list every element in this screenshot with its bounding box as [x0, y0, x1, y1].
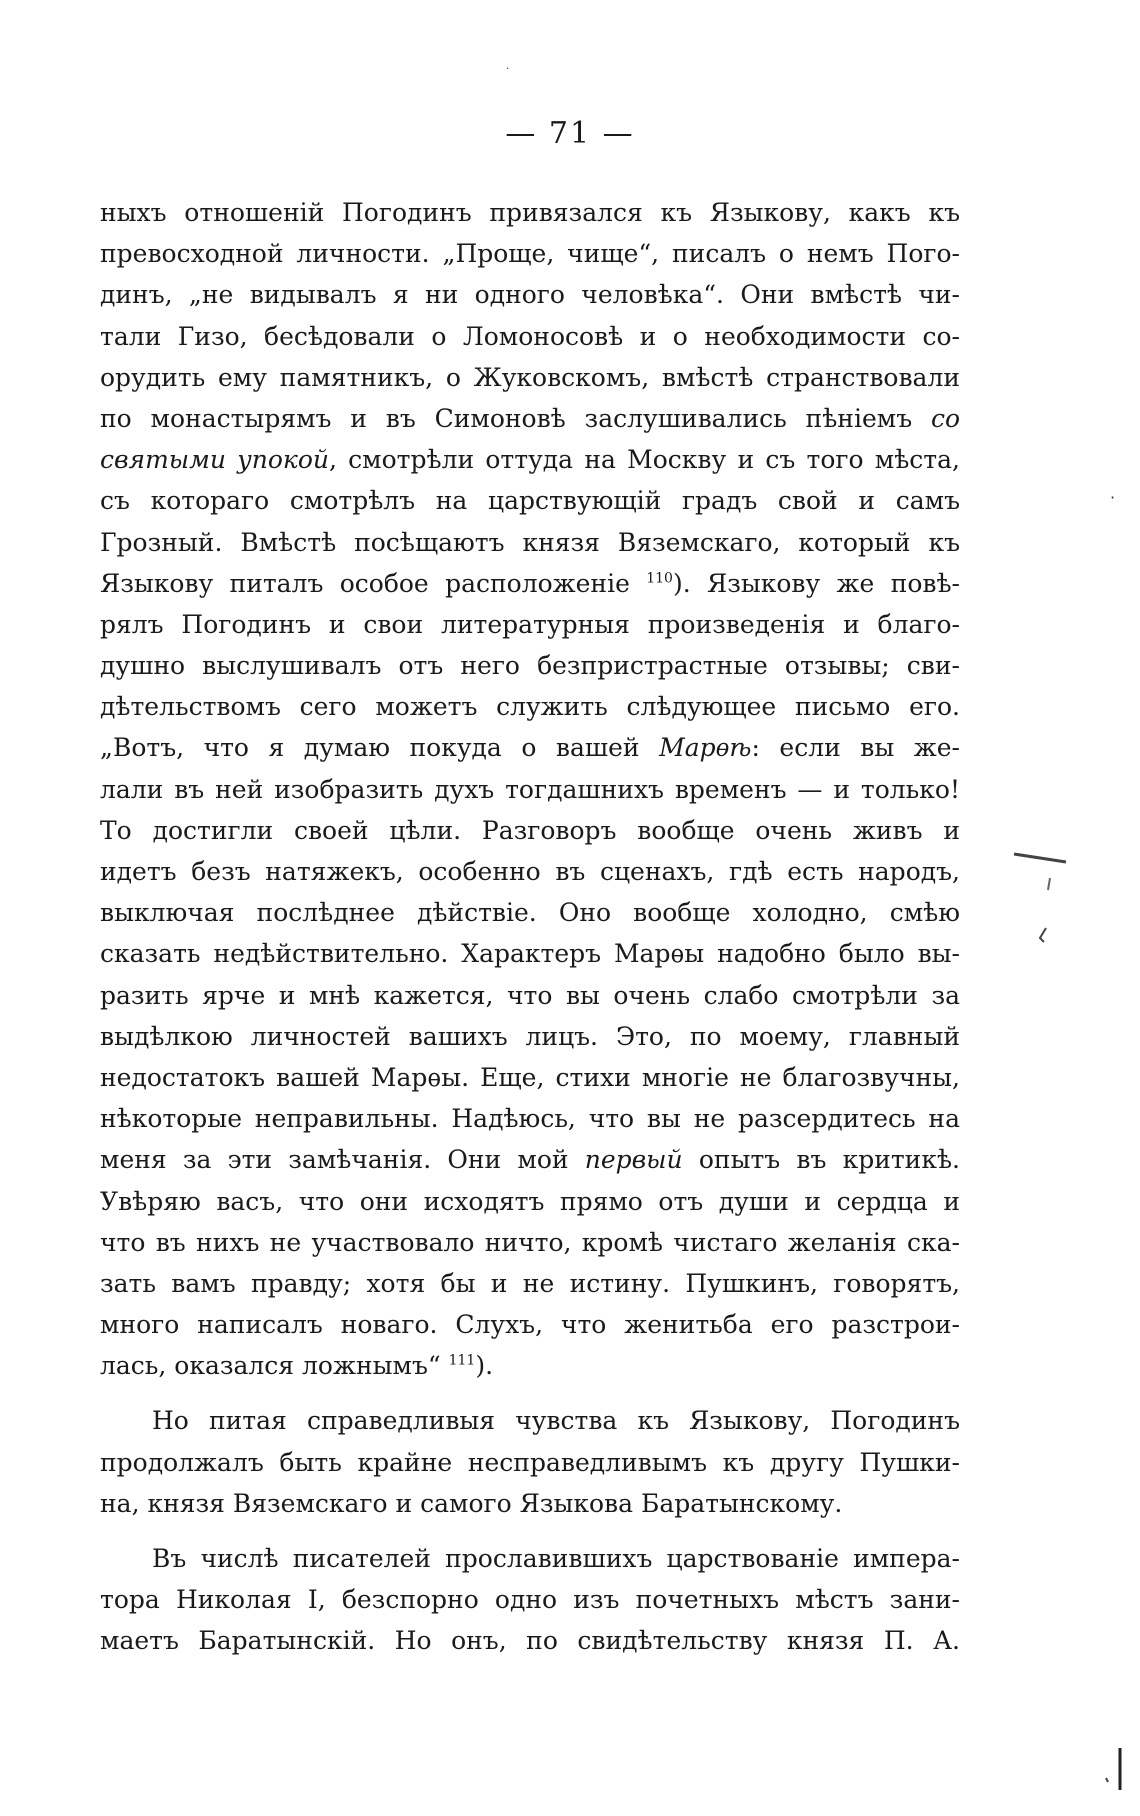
line-text: по монастырямъ и въ Симоновѣ заслушивались пѣніемъ	[100, 403, 931, 433]
text-line-italic-mixed	[100, 727, 960, 768]
text-line: нѣкоторые неправильны. Надѣюсь, что вы не разсердитесь на	[100, 1104, 960, 1134]
text-line: превосходной личности. „Проще, чище“, писалъ о немъ Пого-	[100, 239, 960, 269]
text-line: Но питая справедливыя чувства къ Языкову, Погодинъ	[152, 1406, 960, 1436]
text-line: тали Гизо, бесѣдовали о Ломоносовѣ и о необходимости со-	[100, 321, 960, 351]
text-line-footnote	[100, 563, 960, 604]
text-line: выключая послѣднее дѣйствіе. Оно вообще холодно, смѣю	[100, 898, 960, 928]
text-line: идетъ безъ натяжекъ, особенно въ сценахъ, гдѣ есть народъ,	[100, 857, 960, 886]
text-line: тора Николая I, безспорно одно изъ почетныхъ мѣстъ зани-	[100, 1585, 960, 1615]
line-text: , смотрѣли оттуда на Москву и съ того мѣста,	[328, 445, 960, 475]
text-line-italic-mixed	[100, 1139, 960, 1180]
page-number: — 71 —	[505, 116, 635, 151]
italic-phrase: первый	[584, 1145, 683, 1175]
footnote-ref: 110	[646, 570, 673, 587]
italic-phrase: святыми упокой	[100, 445, 329, 475]
line-text: опытъ въ критикѣ.	[682, 1145, 960, 1175]
scan-margin-mark	[1010, 848, 1070, 948]
text-line-italic-mixed	[100, 439, 960, 480]
text-line: Въ числѣ писателей прославившихъ царствованіе импера-	[152, 1544, 960, 1573]
italic-phrase: Марѳѣ	[659, 733, 752, 763]
text-line: То достигли своей цѣли. Разговоръ вообще очень живъ и	[100, 815, 960, 845]
text-line: сказать недѣйствительно. Характеръ Марѳы надобно было вы-	[100, 939, 960, 969]
paragraph-gap	[100, 1524, 960, 1538]
paragraph-gap	[100, 1386, 960, 1400]
italic-phrase: со	[930, 403, 960, 433]
body-text	[100, 192, 960, 1662]
line-text: ). Языкову же повѣ-	[672, 568, 960, 598]
text-line: дѣтельствомъ сего можетъ служить слѣдующее письмо его.	[100, 692, 960, 722]
text-line: на, князя Вяземскаго и самого Языкова Баратынскому.	[100, 1488, 843, 1518]
text-line: Грозный. Вмѣстѣ посѣщаютъ князя Вяземскаго, который къ	[100, 527, 960, 557]
text-line: продолжалъ быть крайне несправедливымъ къ другу Пушки-	[100, 1447, 960, 1477]
scan-edge-mark	[1098, 1744, 1128, 1794]
text-line: что въ нихъ не участвовало ничто, кромѣ чистаго желанія ска-	[100, 1227, 960, 1257]
text-line: душно выслушивалъ отъ него безпристрастные отзывы; сви-	[100, 651, 960, 681]
text-line: маетъ Баратынскій. Но онъ, по свидѣтельству князя П. А.	[100, 1626, 960, 1656]
text-line: выдѣлкою личностей вашихъ лицъ. Это, по моему, главный	[100, 1021, 960, 1051]
line-text: Языкову питалъ особое расположеніе	[100, 568, 647, 598]
text-line: Увѣряю васъ, что они исходятъ прямо отъ души и сердца и	[100, 1186, 960, 1216]
line-text: лась, оказался ложнымъ“	[100, 1351, 449, 1381]
text-line: ныхъ отношеній Погодинъ привязался къ Языкову, какъ къ	[100, 198, 960, 227]
text-line: лали въ ней изобразить духъ тогдашнихъ временъ — и только!	[100, 774, 960, 804]
line-text: „Вотъ, что я думаю покуда о вашей	[100, 733, 660, 763]
text-line: зать вамъ правду; хотя бы и не истину. Пушкинъ, говорятъ,	[100, 1268, 960, 1298]
scan-dot-mark: ·	[1110, 488, 1116, 507]
text-line: съ котораго смотрѣлъ на царствующій градъ свой и самъ	[100, 486, 960, 516]
text-line: орудить ему памятникъ, о Жуковскомъ, вмѣстѣ странствовали	[100, 362, 960, 392]
text-line-footnote	[100, 1345, 960, 1386]
scan-dot-mark: ·	[506, 64, 510, 75]
line-text: ).	[475, 1351, 494, 1381]
line-text: меня за эти замѣчанія. Они мой	[100, 1145, 585, 1175]
text-line: недостатокъ вашей Марѳы. Еще, стихи многіе не благозвучны,	[100, 1062, 960, 1092]
text-line: много написалъ новаго. Слухъ, что женитьба его разстрои-	[100, 1310, 960, 1340]
footnote-ref: 111	[448, 1352, 476, 1369]
line-text: : если вы же-	[751, 733, 960, 763]
text-line: разить ярче и мнѣ кажется, что вы очень слабо смотрѣли за	[100, 980, 960, 1010]
text-line-italic-mixed	[100, 398, 960, 439]
text-line: рялъ Погодинъ и свои литературныя произведенія и благо-	[100, 609, 960, 639]
text-line: динъ, „не видывалъ я ни одного человѣка“. Они вмѣстѣ чи-	[100, 280, 960, 310]
